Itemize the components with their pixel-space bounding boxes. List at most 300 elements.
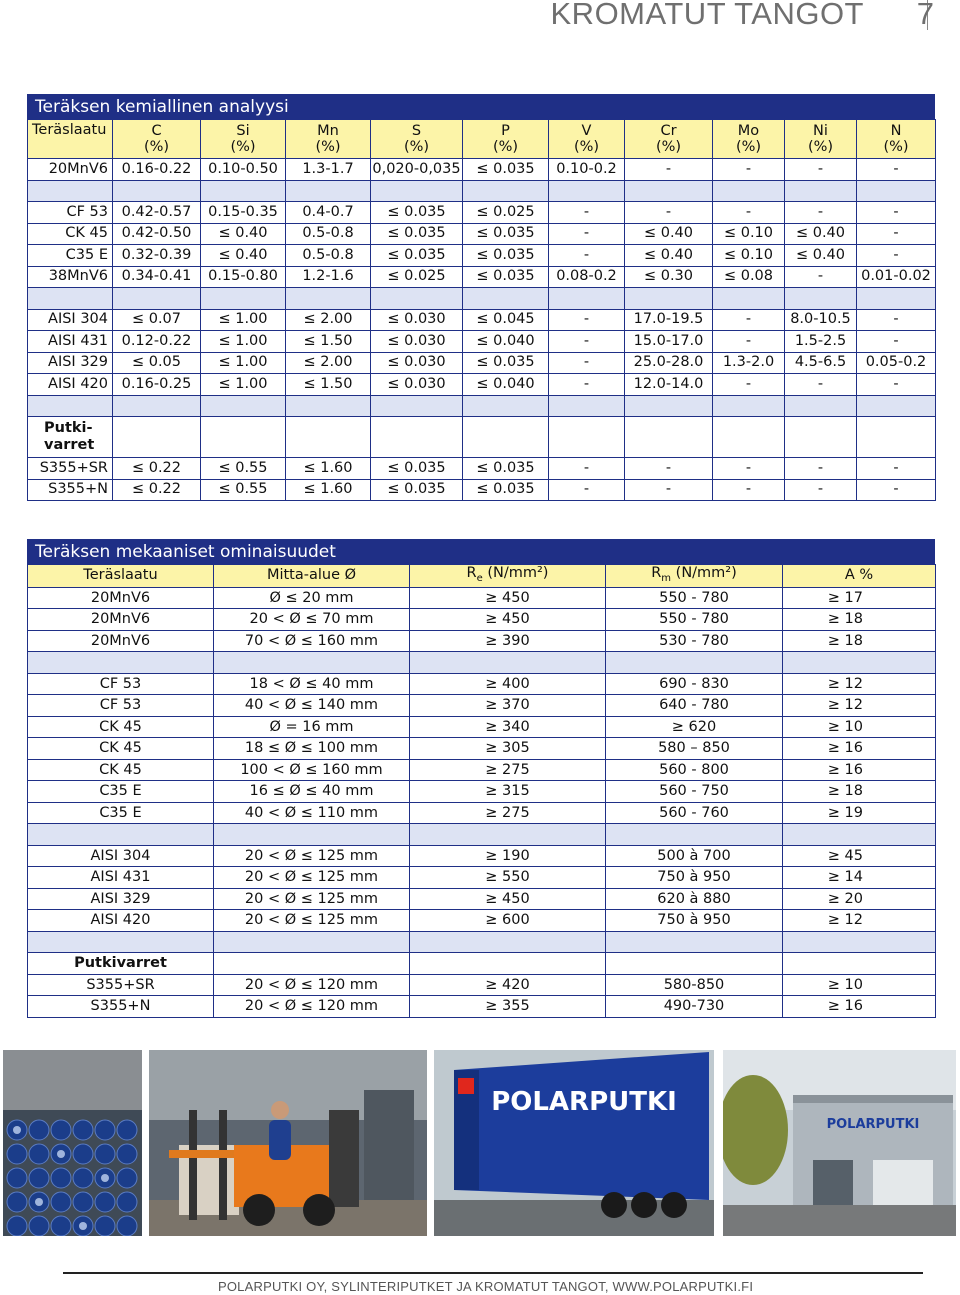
value-cell: ≤ 1.00 [201,331,286,353]
header-unit: (%) [807,139,834,155]
value-cell: 15.0-17.0 [625,331,713,353]
value-cell [713,417,785,458]
value-cell: - [549,479,625,501]
footer-text: POLARPUTKI OY, SYLINTERIPUTKET JA KROMATUT TANGOT, WWW.POLARPUTKI.FI [218,1279,754,1294]
separator-row [28,652,936,674]
empty-cell [783,824,936,846]
mech-column-header [410,565,606,588]
value-cell: ≥ 420 [410,974,606,996]
grade-cell: 38MnV6 [28,266,113,288]
header-unit: (%) [403,139,430,155]
value-cell: ≤ 0.55 [201,458,286,480]
separator-row [28,288,936,310]
empty-cell [201,288,286,310]
value-cell: ≤ 0.035 [463,245,549,267]
header-label: Mitta-alue Ø [266,567,357,584]
value-cell: 0.34-0.41 [113,266,201,288]
table-row [28,309,936,331]
value-cell: ≤ 2.00 [286,309,371,331]
value-cell: ≥ 18 [783,630,936,652]
value-cell: 1.3-2.0 [713,352,785,374]
empty-cell [713,288,785,310]
empty-cell [214,652,410,674]
value-cell: ≤ 0.08 [713,266,785,288]
empty-cell [28,395,113,417]
value-cell: 4.5-6.5 [785,352,857,374]
table-row [28,759,936,781]
value-cell: ≥ 450 [410,609,606,631]
table-row [28,609,936,631]
empty-cell [28,180,113,202]
value-cell: 0,020-0,035 [371,159,463,181]
table-row [28,458,936,480]
table-row [28,910,936,932]
value-cell: ≤ 0.045 [463,309,549,331]
grade-cell: AISI 431 [28,331,113,353]
value-cell: ≤ 0.040 [463,374,549,396]
value-cell: ≤ 0.030 [371,309,463,331]
header-subscript: e [476,572,483,584]
value-cell: ≤ 0.025 [371,266,463,288]
steel-tubes-photo [3,1050,142,1236]
value-cell: 17.0-19.5 [625,309,713,331]
value-cell: ≤ 1.60 [286,458,371,480]
value-cell: ≤ 0.035 [463,159,549,181]
value-cell: ≤ 0.035 [463,223,549,245]
mech-column-header [783,565,936,588]
value-cell: 0.5-0.8 [286,223,371,245]
group-heading-row [28,417,936,458]
header-unit: (%) [143,139,170,155]
table-row [28,331,936,353]
table-row [28,845,936,867]
empty-cell [410,931,606,953]
value-cell: ≤ 0.30 [625,266,713,288]
value-cell: ≤ 1.00 [201,309,286,331]
value-cell: ≤ 0.040 [463,331,549,353]
empty-cell [371,395,463,417]
chemical-analysis-panel [27,94,935,501]
value-cell: 490-730 [606,996,783,1018]
value-cell: ≤ 0.40 [625,223,713,245]
value-cell: - [713,374,785,396]
empty-cell [783,931,936,953]
empty-cell [549,288,625,310]
photo-strip [0,1050,960,1236]
value-cell: 0.10-0.2 [549,159,625,181]
value-cell: ≤ 0.10 [713,245,785,267]
value-cell: - [713,479,785,501]
value-cell: 750 à 950 [606,910,783,932]
value-cell: 0.08-0.2 [549,266,625,288]
value-cell [785,417,857,458]
value-cell: ≥ 275 [410,759,606,781]
factory-building-photo [723,1050,956,1236]
grade-cell: AISI 329 [28,352,113,374]
value-cell: 20 < Ø ≤ 125 mm [214,867,410,889]
chem-column-header [201,120,286,159]
group-heading-row [28,953,936,975]
value-cell: ≤ 0.40 [625,245,713,267]
value-cell: 690 - 830 [606,673,783,695]
grade-cell: CK 45 [28,716,214,738]
value-cell: ≥ 12 [783,695,936,717]
value-cell [410,953,606,975]
value-cell: - [785,266,857,288]
value-cell: ≥ 370 [410,695,606,717]
table-row [28,630,936,652]
value-cell: 100 < Ø ≤ 160 mm [214,759,410,781]
value-cell: - [857,223,936,245]
empty-cell [857,288,936,310]
table-row [28,374,936,396]
value-cell: 560 - 800 [606,759,783,781]
table-row [28,673,936,695]
grade-cell: 20MnV6 [28,159,113,181]
header-label: Cr [660,123,677,139]
grade-cell: S355+SR [28,974,214,996]
chem-column-header [785,120,857,159]
value-cell: 18 < Ø ≤ 40 mm [214,673,410,695]
grade-cell: CK 45 [28,759,214,781]
value-cell: ≥ 17 [783,587,936,609]
empty-cell [201,180,286,202]
value-cell [201,417,286,458]
value-cell [606,953,783,975]
value-cell: ≤ 0.030 [371,331,463,353]
value-cell: - [549,458,625,480]
empty-cell [28,288,113,310]
header-label: R [466,565,477,581]
table-row [28,738,936,760]
value-cell: 550 - 780 [606,609,783,631]
value-cell: ≥ 390 [410,630,606,652]
value-cell: - [549,245,625,267]
header-unit: (%) [883,139,909,155]
mechanical-properties-title: Teräksen mekaaniset ominaisuudet [27,539,935,564]
value-cell: - [625,202,713,224]
header-label: C [151,123,162,139]
value-cell: ≤ 0.40 [201,245,286,267]
empty-cell [214,824,410,846]
value-cell: ≥ 315 [410,781,606,803]
value-cell: ≤ 0.05 [113,352,201,374]
empty-cell [785,395,857,417]
empty-cell [201,395,286,417]
value-cell: 0.32-0.39 [113,245,201,267]
value-cell: - [857,245,936,267]
grade-cell: CK 45 [28,223,113,245]
value-cell: ≤ 0.025 [463,202,549,224]
value-cell: - [857,374,936,396]
value-cell: ≥ 45 [783,845,936,867]
header-label: Teräslaatu [83,567,158,584]
value-cell: ≤ 0.035 [371,479,463,501]
grade-cell: C35 E [28,781,214,803]
value-cell: 0.4-0.7 [286,202,371,224]
header-label: Si [236,123,250,139]
table-row [28,781,936,803]
value-cell: ≥ 12 [783,910,936,932]
value-cell: ≥ 16 [783,996,936,1018]
value-cell: - [785,159,857,181]
value-cell: 530 - 780 [606,630,783,652]
value-cell: - [857,458,936,480]
table-row [28,867,936,889]
value-cell: 560 - 750 [606,781,783,803]
empty-cell [113,180,201,202]
separator-row [28,180,936,202]
value-cell: ≤ 0.40 [785,223,857,245]
empty-cell [28,652,214,674]
value-cell: ≤ 0.07 [113,309,201,331]
value-cell: 750 à 950 [606,867,783,889]
value-cell: 0.05-0.2 [857,352,936,374]
chem-column-header [857,120,936,159]
chemical-analysis-title: Teräksen kemiallinen analyysi [27,94,935,119]
table-row [28,802,936,824]
value-cell: ≥ 550 [410,867,606,889]
value-cell: ≤ 1.00 [201,374,286,396]
chem-column-header [625,120,713,159]
mechanical-properties-panel [27,539,935,1018]
value-cell: ≤ 1.50 [286,331,371,353]
table-row [28,245,936,267]
empty-cell [286,180,371,202]
value-cell: ≤ 0.035 [463,458,549,480]
empty-cell [625,180,713,202]
value-cell: ≥ 340 [410,716,606,738]
grade-cell: C35 E [28,802,214,824]
value-cell: ≤ 1.60 [286,479,371,501]
chemical-analysis-table [27,119,936,501]
value-cell: ≤ 0.035 [463,479,549,501]
footer-rule [63,1272,923,1274]
table-row [28,223,936,245]
header-label: P [501,123,510,139]
empty-cell [785,180,857,202]
empty-cell [625,395,713,417]
header-unit: (N/mm²) [482,565,549,581]
grade-cell: AISI 420 [28,910,214,932]
grade-cell: CF 53 [28,202,113,224]
value-cell: - [857,202,936,224]
value-cell: ≤ 1.50 [286,374,371,396]
table-row [28,159,936,181]
value-cell: ≤ 0.035 [371,202,463,224]
value-cell: ≤ 0.035 [371,245,463,267]
value-cell: - [625,159,713,181]
grade-cell: 20MnV6 [28,587,214,609]
table-row [28,695,936,717]
grade-cell: CK 45 [28,738,214,760]
value-cell: ≥ 400 [410,673,606,695]
truck-photo [434,1050,714,1236]
mechanical-properties-table [27,564,936,1018]
value-cell [549,417,625,458]
empty-cell [713,180,785,202]
value-cell: - [549,309,625,331]
header-label: Ni [813,123,828,139]
grade-cell: AISI 329 [28,888,214,910]
table-row [28,352,936,374]
empty-cell [286,395,371,417]
trailer-logo-text: POLARPUTKI [491,1087,677,1117]
value-cell [113,417,201,458]
value-cell: 0.16-0.22 [113,159,201,181]
grade-cell: S355+N [28,479,113,501]
value-cell: 18 ≤ Ø ≤ 100 mm [214,738,410,760]
value-cell: ≤ 0.10 [713,223,785,245]
header-unit: (N/mm²) [671,565,737,581]
empty-cell [28,824,214,846]
chem-column-header [286,120,371,159]
value-cell: ≥ 450 [410,888,606,910]
empty-cell [785,288,857,310]
value-cell: 8.0-10.5 [785,309,857,331]
page-title: KROMATUT TANGOT [550,0,864,31]
value-cell: 620 à 880 [606,888,783,910]
page-number: 7 [916,0,934,31]
empty-cell [113,395,201,417]
empty-cell [857,180,936,202]
value-cell: ≥ 16 [783,738,936,760]
value-cell: ≤ 0.40 [785,245,857,267]
value-cell: - [857,331,936,353]
value-cell: - [713,331,785,353]
empty-cell [371,288,463,310]
value-cell: 0.42-0.57 [113,202,201,224]
mech-column-header [28,565,214,588]
value-cell: 560 - 760 [606,802,783,824]
chem-column-header [463,120,549,159]
empty-cell [549,395,625,417]
value-cell: 0.15-0.35 [201,202,286,224]
empty-cell [549,180,625,202]
grade-cell: Putkivarret [28,953,214,975]
value-cell: 550 - 780 [606,587,783,609]
value-cell: ≥ 18 [783,609,936,631]
value-cell: 16 ≤ Ø ≤ 40 mm [214,781,410,803]
value-cell: - [713,159,785,181]
empty-cell [606,652,783,674]
value-cell: 70 < Ø ≤ 160 mm [214,630,410,652]
header-label: Teräslaatu [32,122,107,138]
grade-cell: 20MnV6 [28,609,214,631]
table-row [28,974,936,996]
chem-column-header [371,120,463,159]
header-label: A % [844,567,874,584]
grade-cell: C35 E [28,245,113,267]
empty-cell [113,288,201,310]
separator-row [28,931,936,953]
grade-cell: S355+N [28,996,214,1018]
table-row [28,202,936,224]
value-cell: - [857,309,936,331]
value-cell: 0.5-0.8 [286,245,371,267]
value-cell: - [549,331,625,353]
value-cell: - [713,458,785,480]
header-label: S [411,123,422,139]
grade-cell: AISI 431 [28,867,214,889]
value-cell: 40 < Ø ≤ 140 mm [214,695,410,717]
value-cell: - [713,309,785,331]
chem-header-row [28,120,936,159]
value-cell [463,417,549,458]
value-cell: 20 < Ø ≤ 120 mm [214,996,410,1018]
value-cell: ≤ 0.55 [201,479,286,501]
empty-cell [606,824,783,846]
value-cell [214,953,410,975]
value-cell: 0.42-0.50 [113,223,201,245]
value-cell: - [625,458,713,480]
value-cell: - [549,202,625,224]
value-cell: ≥ 12 [783,673,936,695]
value-cell: ≥ 305 [410,738,606,760]
value-cell: - [625,479,713,501]
value-cell: ≥ 19 [783,802,936,824]
value-cell: - [857,479,936,501]
grade-cell: 20MnV6 [28,630,214,652]
value-cell: ≤ 0.22 [113,458,201,480]
chem-column-header [713,120,785,159]
grade-cell: Putki- varret [28,417,113,458]
chem-column-header [549,120,625,159]
value-cell: ≥ 18 [783,781,936,803]
header-unit: (%) [230,139,256,155]
table-row [28,479,936,501]
value-cell: ≤ 0.035 [463,352,549,374]
separator-row [28,395,936,417]
value-cell: 20 < Ø ≤ 125 mm [214,845,410,867]
value-cell: 580-850 [606,974,783,996]
empty-cell [371,180,463,202]
header-unit: (%) [735,139,762,155]
mech-column-header [606,565,783,588]
value-cell: 0.01-0.02 [857,266,936,288]
empty-cell [286,288,371,310]
value-cell: - [857,159,936,181]
value-cell: - [549,352,625,374]
value-cell [857,417,936,458]
empty-cell [463,395,549,417]
empty-cell [463,180,549,202]
value-cell: 20 < Ø ≤ 120 mm [214,974,410,996]
value-cell: 640 - 780 [606,695,783,717]
value-cell: 1.3-1.7 [286,159,371,181]
value-cell: ≥ 600 [410,910,606,932]
value-cell: 20 < Ø ≤ 125 mm [214,888,410,910]
chem-column-header [28,120,113,159]
separator-row [28,824,936,846]
building-logo-text: POLARPUTKI [826,1117,920,1132]
value-cell [371,417,463,458]
value-cell: ≥ 190 [410,845,606,867]
value-cell: ≥ 355 [410,996,606,1018]
value-cell: ≤ 0.030 [371,374,463,396]
value-cell: Ø = 16 mm [214,716,410,738]
empty-cell [410,652,606,674]
value-cell: ≥ 20 [783,888,936,910]
value-cell: ≥ 450 [410,587,606,609]
empty-cell [28,931,214,953]
table-row [28,888,936,910]
value-cell [625,417,713,458]
value-cell: ≤ 0.035 [371,223,463,245]
empty-cell [410,824,606,846]
value-cell: - [785,479,857,501]
empty-cell [713,395,785,417]
